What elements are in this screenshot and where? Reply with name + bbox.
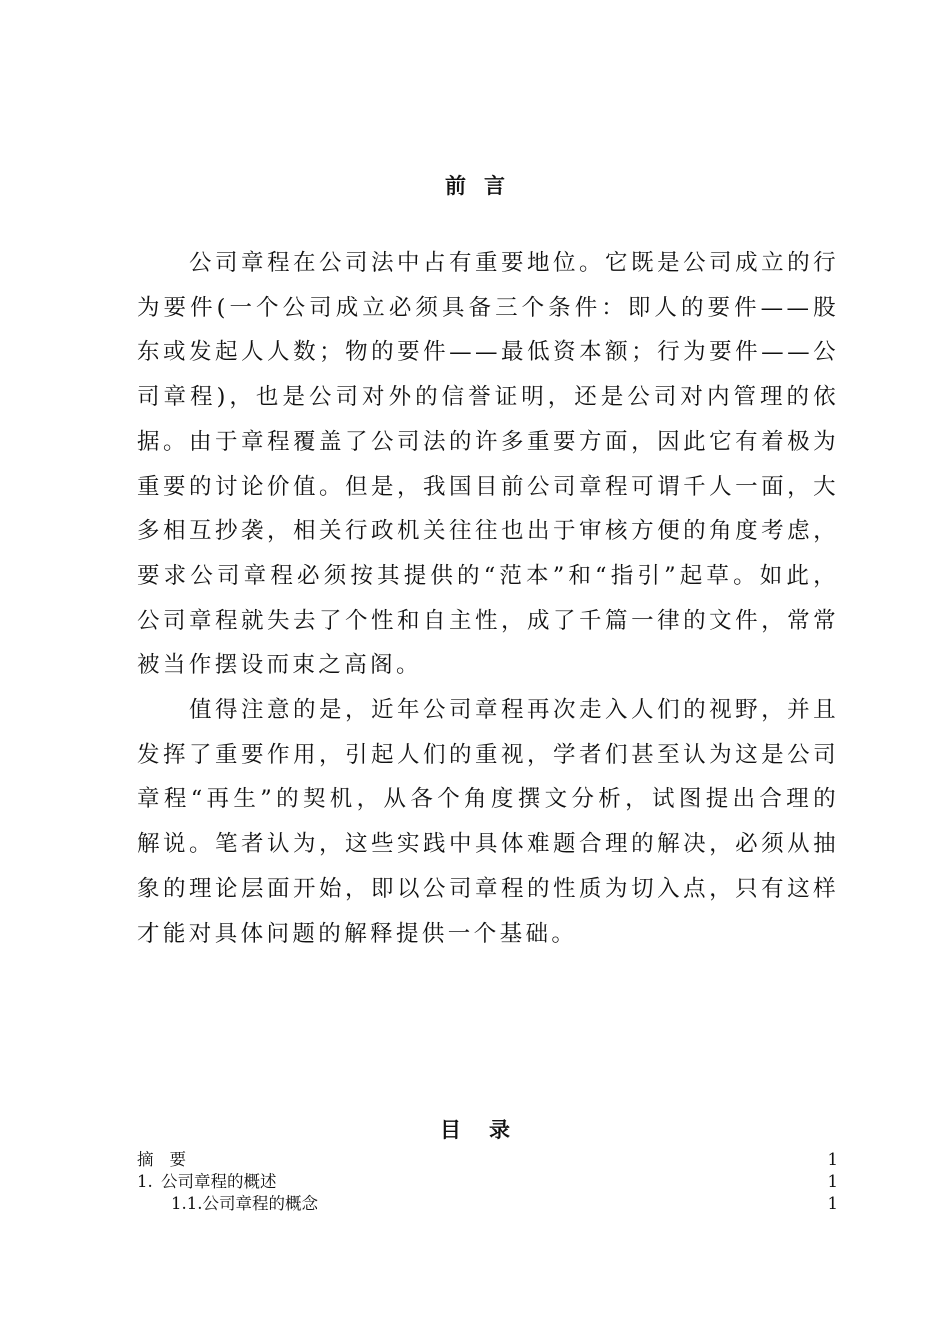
toc-entry-section-1-1[interactable] bbox=[137, 1193, 838, 1215]
preface-paragraph-1: 公司章程在公司法中占有重要地位。它既是公司成立的行为要件(一个公司成立必须具备三个条件：即人的要件——股东或发起人人数；物的要件——最低资本额；行为要件——公司章程)，也是公司对外的信誉证明，还是公司对内管理的依据。由于章程覆盖了公司法的许多重要方面，因此它有着极为重要的讨论价值。但是，我国目前公司章程可谓千人一面，大多相互抄袭，相关行政机关往往也出于审核方便的角度考虑，要求公司章程必须按其提供的“范本”和“指引”起草。如此，公司章程就失去了个性和自主性，成了千篇一律的文件，常常被当作摆设而束之高阁。 bbox=[137, 250, 839, 679]
toc-entry-label: 摘要 bbox=[137, 1150, 202, 1169]
toc-entry-section-1[interactable] bbox=[137, 1171, 838, 1193]
toc-entry-page: 1 bbox=[827, 1150, 838, 1169]
toc-entry-number: 1. bbox=[137, 1172, 153, 1191]
preface-body bbox=[137, 241, 839, 956]
table-of-contents bbox=[137, 1149, 838, 1215]
toc-entry-page: 1 bbox=[827, 1194, 838, 1213]
toc-entry-label: 1.1.公司章程的概念 bbox=[171, 1194, 318, 1213]
preface-paragraph-2: 值得注意的是，近年公司章程再次走入人们的视野，并且发挥了重要作用，引起人们的重视，学者们甚至认为这是公司章程“再生”的契机，从各个角度撰文分析，试图提出合理的解说。笔者认为，这些实践中具体难题合理的解决，必须从抽象的理论层面开始，即以公司章程的性质为切入点，只有这样才能对具体问题的解释提供一个基础。 bbox=[137, 697, 839, 947]
preface-title: 前言 bbox=[445, 174, 523, 199]
toc-entry-label: 公司章程的概述 bbox=[161, 1172, 277, 1191]
toc-entry-abstract[interactable] bbox=[137, 1149, 838, 1171]
toc-entry-page: 1 bbox=[827, 1172, 838, 1191]
toc-title: 目录 bbox=[440, 1118, 538, 1143]
